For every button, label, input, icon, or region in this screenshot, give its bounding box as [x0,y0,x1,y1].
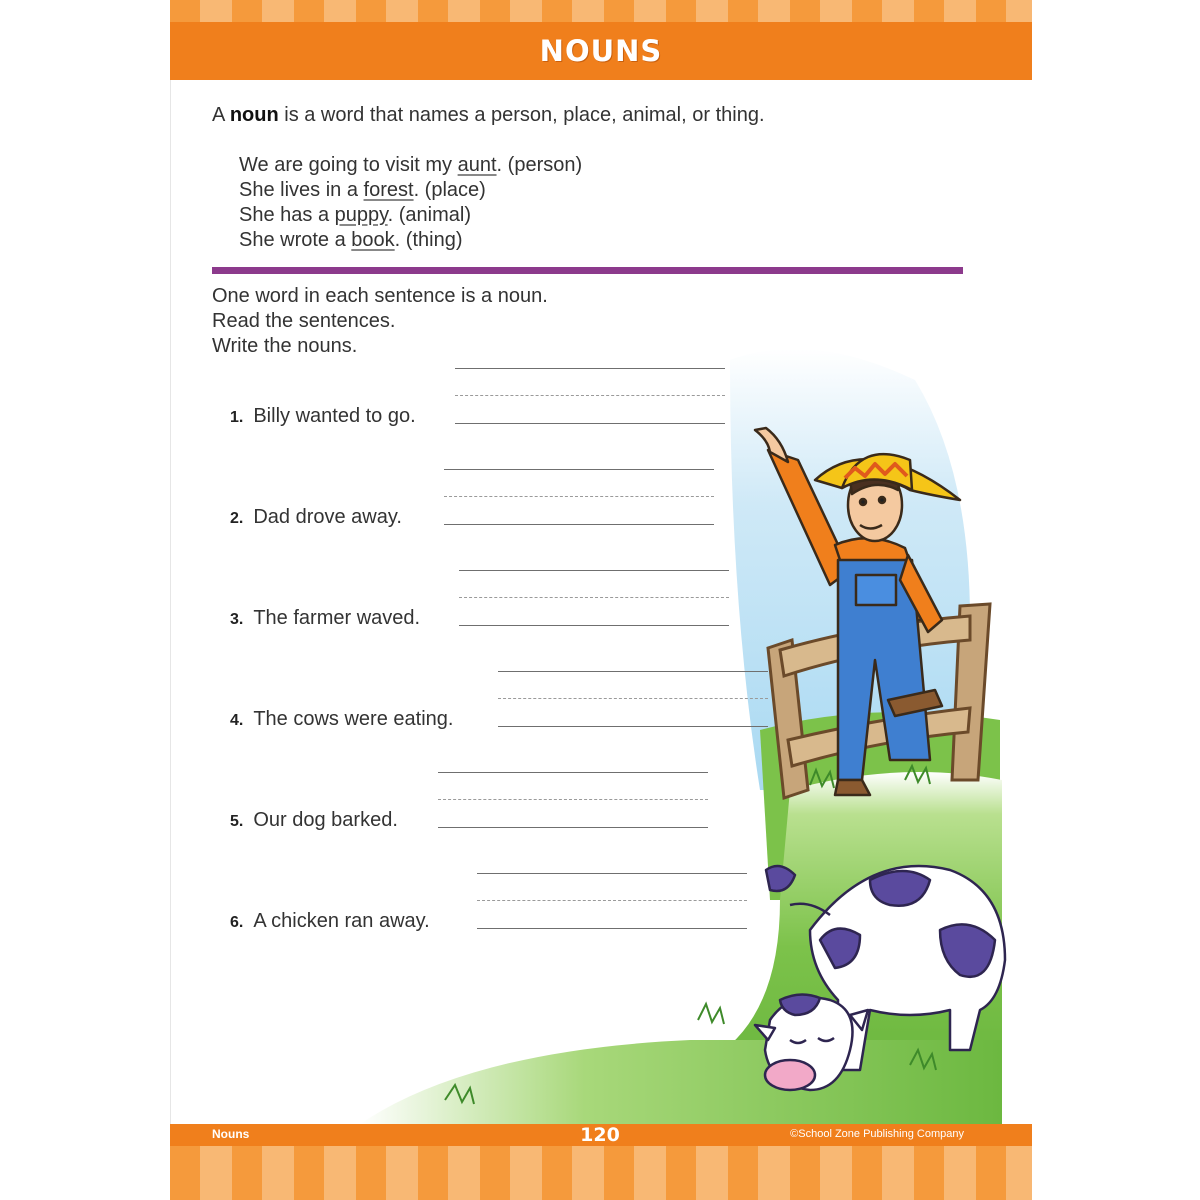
example-sentence: She wrote a book. (thing) [239,229,463,251]
page-number: 120 [580,1124,620,1146]
question-4: 4. The cows were eating. [230,708,454,730]
footer-stripes [170,1146,1032,1200]
instruction-line: Read the sentences. [212,310,396,332]
footer-section: Nouns [212,1127,250,1141]
question-3: 3. The farmer waved. [230,607,421,629]
definition-prefix: A [212,104,225,126]
meadow-shape [360,1040,1002,1124]
question-2: 2. Dad drove away. [230,506,402,528]
page-title: NOUNS [539,34,663,68]
definition-line [212,104,765,127]
example-sentences [239,153,582,253]
definition-text: is a word that names a person, place, animal, or thing. [284,104,765,126]
section-divider [212,267,963,274]
footer-copyright: ©School Zone Publishing Company [790,1128,964,1140]
worksheet-page [170,0,1032,1200]
question-5: 5. Our dog barked. [230,809,398,831]
instruction-line: One word in each sentence is a noun. [212,285,548,307]
definition-keyword: noun [229,104,279,126]
example-sentence: She has a puppy. (animal) [239,204,472,226]
example-sentence: She lives in a forest. (place) [239,179,486,201]
instructions [212,284,548,359]
example-sentence: We are going to visit my aunt. (person) [239,154,583,176]
question-6: 6. A chicken ran away. [230,910,430,932]
question-1: 1. Billy wanted to go. [230,405,416,427]
instruction-line: Write the nouns. [212,335,358,357]
